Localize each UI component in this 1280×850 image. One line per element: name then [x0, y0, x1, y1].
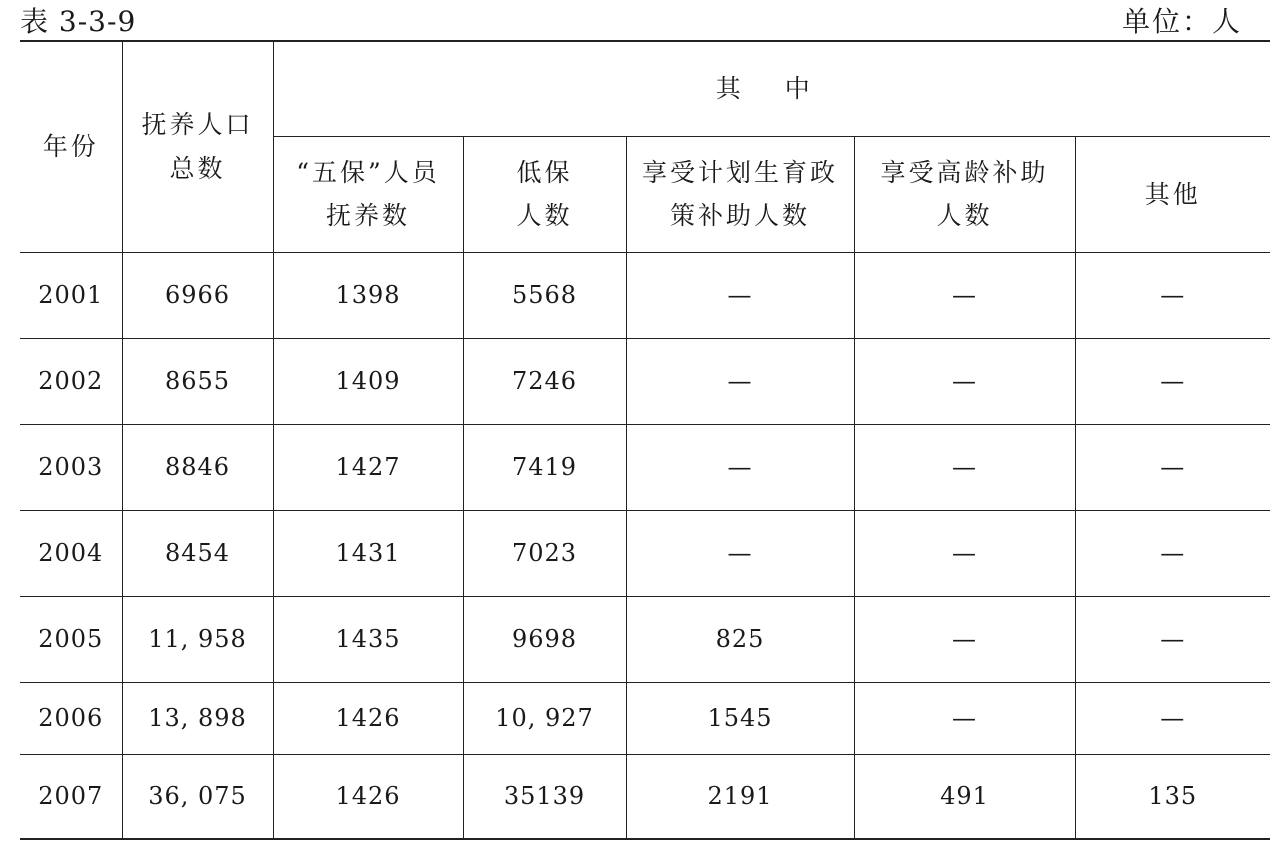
cell-wubao: 1426 — [273, 682, 463, 754]
cell-family-planning: 1545 — [626, 682, 854, 754]
cell-dibao: 7246 — [463, 338, 626, 424]
cell-wubao: 1427 — [273, 424, 463, 510]
cell-year: 2004 — [20, 510, 122, 596]
cell-elderly-subsidy: — — [854, 424, 1075, 510]
cell-wubao: 1426 — [273, 754, 463, 839]
header-total-line-1: 抚养人口 — [141, 109, 254, 139]
cell-family-planning: 825 — [626, 596, 854, 682]
cell-family-planning: — — [626, 424, 854, 510]
cell-other: — — [1075, 252, 1270, 338]
cell-wubao: 1435 — [273, 596, 463, 682]
header-family-planning-line-1: 享受计划生育政 — [641, 158, 838, 187]
cell-other: — — [1075, 424, 1270, 510]
header-group-of-which: 其 中 — [273, 41, 1270, 136]
cell-year: 2001 — [20, 252, 122, 338]
cell-elderly-subsidy: — — [854, 510, 1075, 596]
cell-elderly-subsidy: — — [854, 596, 1075, 682]
header-other — [1075, 136, 1270, 252]
cell-total: 11, 958 — [122, 596, 273, 682]
cell-total: 6966 — [122, 252, 273, 338]
cell-year: 2005 — [20, 596, 122, 682]
cell-elderly-subsidy: — — [854, 682, 1075, 754]
header-year-line: 年份 — [42, 131, 99, 161]
header-family-planning — [626, 136, 854, 252]
header-wubao — [273, 136, 463, 252]
cell-family-planning: — — [626, 252, 854, 338]
header-dibao-line-2: 人数 — [516, 201, 573, 230]
header-wubao-line-1: “五保”人员 — [296, 158, 440, 187]
cell-family-planning: — — [626, 510, 854, 596]
cell-elderly-subsidy: 491 — [854, 754, 1075, 839]
cell-dibao: 9698 — [463, 596, 626, 682]
header-elderly-subsidy — [854, 136, 1075, 252]
cell-wubao: 1398 — [273, 252, 463, 338]
cell-elderly-subsidy: — — [854, 338, 1075, 424]
cell-elderly-subsidy: — — [854, 252, 1075, 338]
cell-total: 36, 075 — [122, 754, 273, 839]
header-dibao-line-1: 低保 — [516, 158, 573, 187]
cell-wubao: 1431 — [273, 510, 463, 596]
cell-year: 2007 — [20, 754, 122, 839]
data-table — [20, 40, 1270, 840]
header-other-line: 其他 — [1144, 179, 1201, 209]
header-elderly-subsidy-line-2: 人数 — [936, 201, 993, 230]
table-row — [20, 252, 1270, 338]
cell-year: 2002 — [20, 338, 122, 424]
header-dibao — [463, 136, 626, 252]
header-total — [122, 41, 273, 252]
cell-other: 135 — [1075, 754, 1270, 839]
table-row — [20, 510, 1270, 596]
cell-dibao: 35139 — [463, 754, 626, 839]
table-caption — [20, 2, 1242, 38]
table-row — [20, 754, 1270, 839]
table-row — [20, 424, 1270, 510]
cell-dibao: 10, 927 — [463, 682, 626, 754]
cell-other: — — [1075, 596, 1270, 682]
cell-dibao: 5568 — [463, 252, 626, 338]
cell-dibao: 7419 — [463, 424, 626, 510]
header-elderly-subsidy-line-1: 享受高龄补助 — [880, 158, 1049, 187]
cell-wubao: 1409 — [273, 338, 463, 424]
cell-total: 8454 — [122, 510, 273, 596]
cell-year: 2006 — [20, 682, 122, 754]
cell-total: 8655 — [122, 338, 273, 424]
unit-label: 单位：人 — [1121, 5, 1242, 38]
cell-year: 2003 — [20, 424, 122, 510]
cell-other: — — [1075, 510, 1270, 596]
cell-other: — — [1075, 682, 1270, 754]
cell-family-planning: 2191 — [626, 754, 854, 839]
cell-other: — — [1075, 338, 1270, 424]
table-row — [20, 596, 1270, 682]
table-row — [20, 338, 1270, 424]
cell-total: 8846 — [122, 424, 273, 510]
header-year — [20, 41, 122, 252]
table-row — [20, 682, 1270, 754]
cell-total: 13, 898 — [122, 682, 273, 754]
header-wubao-line-2: 抚养数 — [325, 201, 410, 230]
header-total-line-2: 总数 — [169, 153, 226, 183]
cell-dibao: 7023 — [463, 510, 626, 596]
table-number: 表 3-3-9 — [20, 5, 137, 38]
cell-family-planning: — — [626, 338, 854, 424]
header-family-planning-line-2: 策补助人数 — [669, 201, 810, 230]
